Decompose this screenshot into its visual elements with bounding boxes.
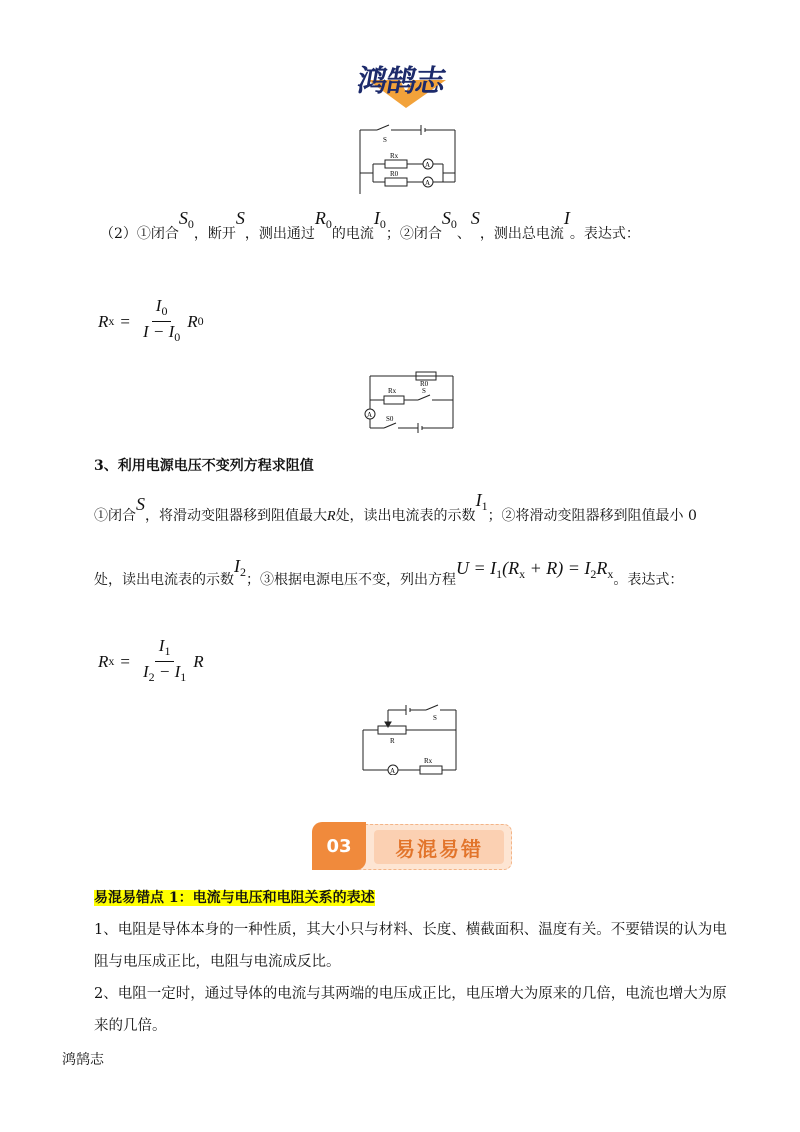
logo (350, 50, 470, 110)
banner-number: 03 (326, 835, 352, 857)
c2-ammeter-label: A (367, 411, 373, 419)
banner-title: 易混易错 (395, 836, 483, 861)
circuit-diagram-1 (355, 120, 465, 204)
formula-2: R x = $\frac{I_1}{I_2 - I_1}$ R (98, 636, 204, 684)
c1-ammeter-1-label: A (425, 161, 431, 169)
c2-s-label: S (422, 387, 426, 395)
c2-r0-label: R0 (420, 380, 429, 388)
c2-s0-label: S0 (386, 415, 394, 423)
c3-rx-label: Rx (424, 757, 433, 765)
point-1-title: 易混易错点 1：电流与电压和电阻关系的表述 (94, 890, 375, 906)
banner-title-box (374, 830, 504, 864)
section-banner (312, 822, 514, 872)
paragraph-2: （2）①闭合$S_0$，断开S，测出通过$R_0$的电流$I_0$；②闭合$S_0$、S，测出总电流I。表达式： (100, 208, 640, 242)
list-item: 1、电阻是导体本身的一种性质，其大小只与材料、长度、横截面积、温度有关。不要错误的认为电阻与电压成正比，电阻与电流成反比。 (94, 922, 727, 970)
banner-number-badge (312, 822, 366, 870)
paragraph-3-line-2: 处，读出电流表的示数$I_2$；③根据电源电压不变，列出方程$U = I_1(R_x + R) = I_2R_x$。表达式： (94, 556, 684, 588)
c1-ammeter-2-label: A (425, 179, 431, 187)
circuit-diagram-3 (358, 700, 463, 779)
c2-rx-label: Rx (388, 387, 397, 395)
c3-s-label: S (433, 714, 437, 722)
footer-text: 鸿鹄志 (62, 1052, 104, 1068)
c3-ammeter-label: A (390, 767, 396, 775)
logo-text: 鸿鹄志 (354, 64, 448, 99)
c1-rx-label: Rx (390, 152, 399, 160)
list-item: 2、电阻一定时，通过导体的电流与其两端的电压成正比，电压增大为原来的几倍，电流也增大为原来的几倍。 (94, 986, 727, 1034)
section-3-heading: 3、利用电源电压不变列方程求阻值 (94, 458, 314, 474)
formula-1: R x = $\frac{I_0}{I - I_0}$ R 0 (98, 296, 204, 344)
circuit-diagram-2 (358, 366, 463, 440)
c1-s-label: S (383, 136, 387, 144)
c1-r0-label: R0 (390, 170, 399, 178)
paragraph-3-line-1: ①闭合S，将滑动变阻器移到阻值最大R处，读出电流表的示数$I_1$；②将滑动变阻器移到阻值最小 0 (94, 490, 697, 524)
c3-r-label: R (390, 737, 395, 745)
